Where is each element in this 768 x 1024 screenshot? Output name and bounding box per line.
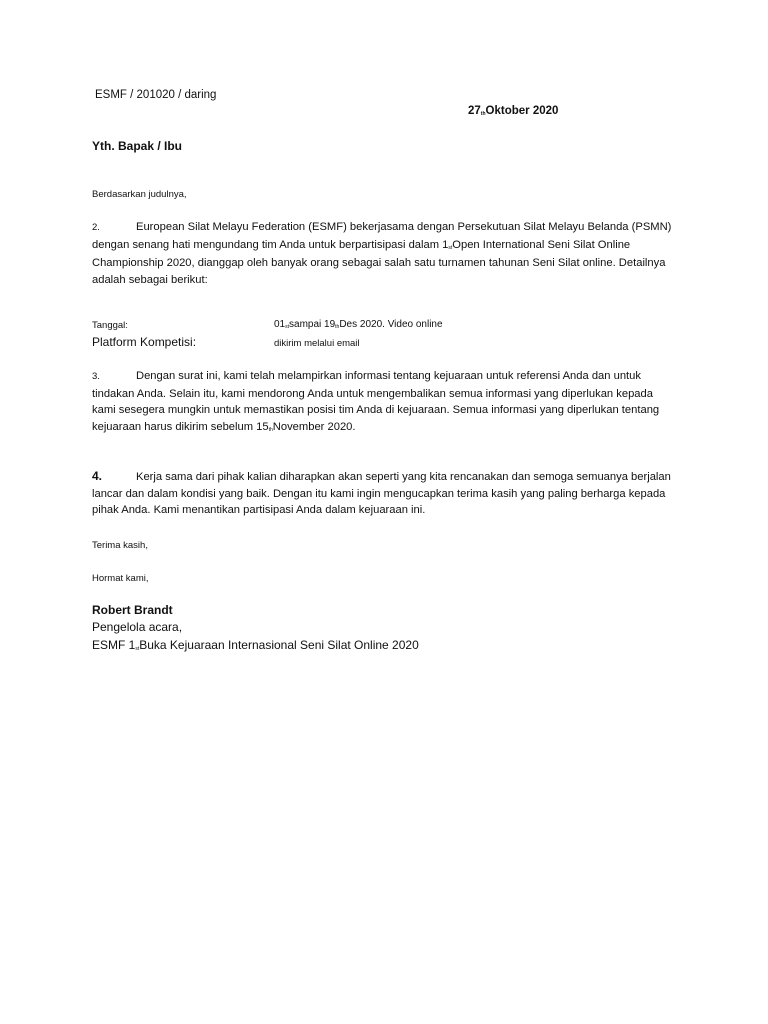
paragraph-number: 4. xyxy=(92,469,103,483)
paragraph-text: Open International Seni Silat Online Championship 2020, dianggap oleh banyak orang sebagai salah satu turnamen tahunan Seni Silat online. Detailnya adalah sebagai berikut: xyxy=(92,238,666,286)
paragraph-text: Dengan surat ini, kami telah melampirkan informasi tentang kejuaraan untuk referensi Anda dan untuk tindakan Anda. Selain itu, kami mendorong Anda untuk mengembalikan semua informasi yang diperlukan kepada kami sesegera mungkin untuk memastikan posisi tim Anda di kejuaraan. Semua informasi yang diperlukan tentang kejuaraan harus dikirim sebelum 15 xyxy=(92,370,660,433)
paragraph-2 xyxy=(92,219,676,288)
date-start: 01 xyxy=(274,319,286,330)
date-day: 27 xyxy=(468,105,481,117)
ordinal-suffix: th xyxy=(268,426,273,433)
platform-value: dikirim melalui email xyxy=(274,338,360,349)
regards: Hormat kami, xyxy=(92,573,149,584)
event-name-start: ESMF 1 xyxy=(92,638,136,652)
greeting: Berdasarkan judulnya, xyxy=(92,189,187,200)
date-rest: Oktober 2020 xyxy=(485,105,559,117)
ordinal-suffix: st xyxy=(285,324,290,330)
letter-date xyxy=(468,105,558,117)
ordinal-suffix: st xyxy=(448,244,453,251)
paragraph-number: 3. xyxy=(92,371,100,382)
paragraph-3 xyxy=(92,368,676,437)
paragraph-text: European Silat Melayu Federation (ESMF) bekerjasama dengan Persekutuan Silat Melayu Belanda (PSMN) dengan senang hati mengundang tim Anda untuk berpartisipasi dalam 1 xyxy=(92,221,672,251)
date-ordinal: th xyxy=(480,111,486,117)
date-value xyxy=(274,319,443,330)
signer-name: Robert Brandt xyxy=(92,603,173,617)
platform-label: Platform Kompetisi: xyxy=(92,335,197,349)
paragraph-text: Kerja sama dari pihak kalian diharapkan akan seperti yang kita rencanakan dan semoga semuanya berjalan lancar dan dalam kondisi yang baik. Dengan itu kami ingin mengucapkan terima kasih yang paling berharga kepada pihak Anda. Kami menantikan partisipasi Anda dalam kejuaraan ini. xyxy=(92,471,671,517)
paragraph-number: 2. xyxy=(92,222,100,233)
reference-number: ESMF / 201020 / daring xyxy=(95,89,217,101)
event-name-rest: Buka Kejuaraan Internasional Seni Silat Online 2020 xyxy=(139,638,419,652)
closing: Terima kasih, xyxy=(92,540,148,551)
signer-role: Pengelola acara, xyxy=(92,620,183,634)
ordinal-suffix: th xyxy=(335,324,340,330)
date-end: Des 2020. Video online xyxy=(339,319,443,330)
recipient: Yth. Bapak / Ibu xyxy=(92,139,183,153)
event-name xyxy=(92,638,419,652)
date-label: Tanggal: xyxy=(92,320,128,331)
paragraph-4 xyxy=(92,468,676,519)
paragraph-text: November 2020. xyxy=(272,420,356,433)
date-middle: sampai 19 xyxy=(289,319,336,330)
ordinal-suffix: st xyxy=(135,646,140,652)
